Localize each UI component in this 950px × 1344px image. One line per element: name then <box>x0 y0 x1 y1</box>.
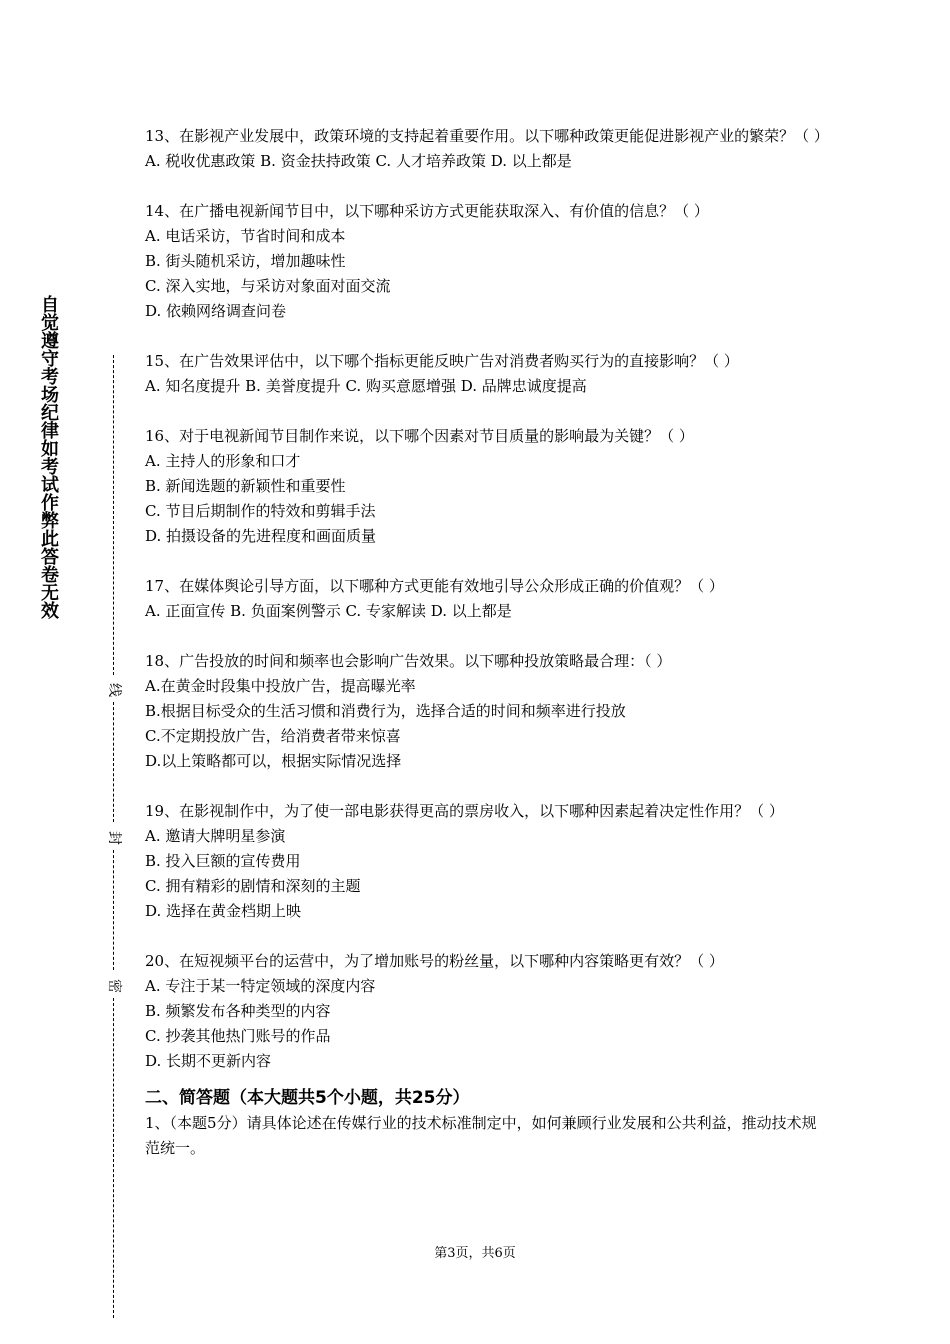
option-a: A. 邀请大牌明星参演 <box>145 827 286 845</box>
question-14 <box>145 199 825 324</box>
question-16 <box>145 424 825 549</box>
option-b: B.根据目标受众的生活习惯和消费行为，选择合适的时间和频率进行投放 <box>145 702 626 720</box>
option-c: C. 拥有精彩的剧情和深刻的主题 <box>145 877 361 895</box>
question-17 <box>145 574 825 624</box>
option-b: B. 新闻选题的新颖性和重要性 <box>145 477 346 495</box>
question-text: 14、在广播电视新闻节目中，以下哪种采访方式更能获取深入、有价值的信息？（ ） <box>145 202 709 220</box>
section-heading: 二、简答题（本大题共5个小题，共25分） <box>145 1088 470 1108</box>
option-c: C. 抄袭其他热门账号的作品 <box>145 1027 331 1045</box>
option-c: C. 深入实地，与采访对象面对面交流 <box>145 277 391 295</box>
option-d: D. 依赖网络调查问卷 <box>145 302 287 320</box>
option-a: A. 主持人的形象和口才 <box>145 452 301 470</box>
option-a: A. 电话采访，节省时间和成本 <box>145 227 346 245</box>
question-text: 16、对于电视新闻节目制作来说，以下哪个因素对节目质量的影响最为关键？（ ） <box>145 427 694 445</box>
seal-line-segment <box>113 702 114 822</box>
question-text: 19、在影视制作中，为了使一部电影获得更高的票房收入，以下哪种因素起着决定性作用？（ ） <box>145 802 784 820</box>
short-answer-question-1: 1、（本题5分）请具体论述在传媒行业的技术标准制定中，如何兼顾行业发展和公共利益，推动技术规范统一。 <box>145 1114 817 1157</box>
question-13 <box>145 124 829 174</box>
question-text: 18、广告投放的时间和频率也会影响广告效果。以下哪种投放策略最合理：（ ） <box>145 652 672 670</box>
page-number: 第3页，共6页 <box>434 1246 516 1261</box>
option-b: B. 投入巨额的宣传费用 <box>145 852 301 870</box>
option-line: A. 知名度提升 B. 美誉度提升 C. 购买意愿增强 D. 品牌忠诚度提高 <box>145 377 587 395</box>
question-text: 13、在影视产业发展中，政策环境的支持起着重要作用。以下哪种政策更能促进影视产业的繁荣？（ ） <box>145 127 829 145</box>
seal-line-segment <box>113 850 114 970</box>
option-a: A. 专注于某一特定领域的深度内容 <box>145 977 376 995</box>
seal-line-segment <box>113 998 114 1318</box>
option-c: C. 节目后期制作的特效和剪辑手法 <box>145 502 376 520</box>
option-d: D. 长期不更新内容 <box>145 1052 272 1070</box>
seal-mark-line: 线 <box>106 683 122 697</box>
option-b: B. 街头随机采访，增加趣味性 <box>145 252 346 270</box>
question-18 <box>145 649 825 774</box>
exam-content <box>145 124 829 1161</box>
option-d: D. 拍摄设备的先进程度和画面质量 <box>145 527 377 545</box>
option-b: B. 频繁发布各种类型的内容 <box>145 1002 331 1020</box>
question-15 <box>145 349 825 399</box>
option-c: C.不定期投放广告，给消费者带来惊喜 <box>145 727 401 745</box>
question-text: 15、在广告效果评估中，以下哪个指标更能反映广告对消费者购买行为的直接影响？（ ） <box>145 352 739 370</box>
question-text: 17、在媒体舆论引导方面，以下哪种方式更能有效地引导公众形成正确的价值观？（ ） <box>145 577 724 595</box>
exam-discipline-notice: 自觉遵守考场纪律如考试作弊此答卷无效 <box>38 295 59 619</box>
option-a: A.在黄金时段集中投放广告，提高曝光率 <box>145 677 416 695</box>
option-d: D. 选择在黄金档期上映 <box>145 902 302 920</box>
option-line: A. 正面宣传 B. 负面案例警示 C. 专家解读 D. 以上都是 <box>145 602 512 620</box>
question-19 <box>145 799 825 924</box>
seal-mark-secret: 密 <box>106 979 122 993</box>
seal-mark-seal: 封 <box>106 831 122 845</box>
option-d: D.以上策略都可以，根据实际情况选择 <box>145 752 402 770</box>
question-text: 20、在短视频平台的运营中，为了增加账号的粉丝量，以下哪种内容策略更有效？（ ） <box>145 952 724 970</box>
seal-line-segment <box>113 355 114 675</box>
question-20 <box>145 949 825 1074</box>
option-line: A. 税收优惠政策 B. 资金扶持政策 C. 人才培养政策 D. 以上都是 <box>145 152 572 170</box>
